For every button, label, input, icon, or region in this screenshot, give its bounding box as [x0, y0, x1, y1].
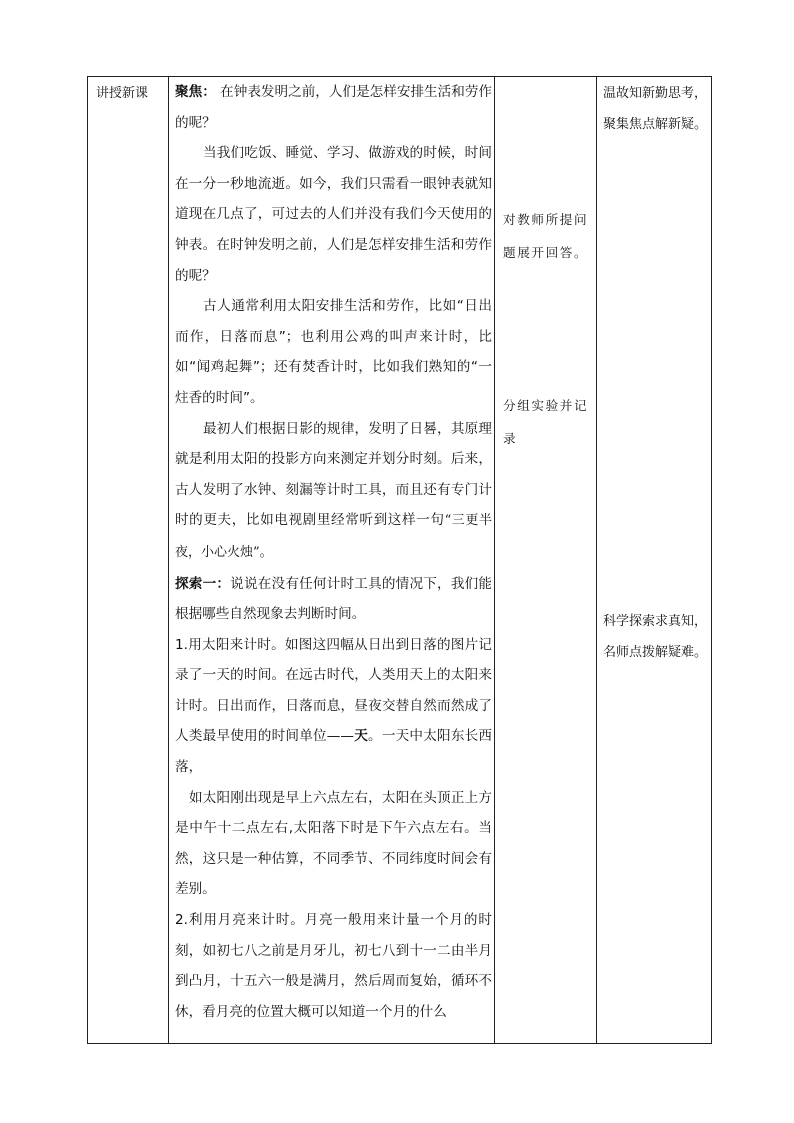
student-experiment-text: 分组实验并记录: [503, 398, 589, 446]
lesson-table: [87, 76, 712, 1044]
row-label-cell: [88, 77, 169, 1044]
sun-detail-paragraph: 如太阳刚出现是早上六点左右，太阳在头顶正上方是中午十二点左右,太阳落下时是下午六点左右。当然，这只是一种估算，不同季节、不同纬度时间会有差别。: [175, 789, 492, 898]
explore-label: 探索一：: [175, 575, 231, 592]
sun-text-before: 1.用太阳来计时。如图这四幅从日出到日落的图片记录了一天的时间。在远古时代，人类用天上的太阳来计时。日出而作，日落而息，昼夜交替自然而然成了人类最早使用的时间单位——: [175, 636, 492, 745]
sundial-paragraph: [175, 414, 492, 569]
explore-paragraph: [175, 569, 492, 630]
design-intent: [597, 78, 711, 668]
student-answer-text: 对教师所提问题展开回答。: [503, 212, 589, 260]
sun-text-bold: 天: [354, 728, 369, 745]
intro-paragraph: 当我们吃饭、睡觉、学习、做游戏的时候，时间在一分一秒地流逝。如今，我们只需看一眼钟表就知道现在几点了，可过去的人们并没有我们今天使用的钟表。在时钟发明之前，人们是怎样安排生活和劳作的呢？: [175, 145, 492, 284]
moon-paragraph: 2.利用月亮来计时。月亮一般用来计量一个月的时刻，如初七八之前是月牙儿，初七八到十一二由半月到凸月，十五六一般是满月，然后周而复始，循环不休，看月亮的位置大概可以知道一个月的什么: [175, 912, 492, 1020]
table-row: [88, 77, 712, 1044]
focus-text: 在钟表发明之前，人们是怎样安排生活和劳作的呢？: [175, 84, 493, 131]
student-activity: [495, 203, 596, 455]
sundial-text: 最初人们根据日影的规律，发明了日晷，其原理就是利用太阳的投影方向来测定并划分时刻。后来，古人发明了水钟、刻漏等计时工具，而且还有专门计时的更夫，比如电视剧里经常听到这样一句: [175, 420, 492, 529]
teacher-activity-cell: [169, 77, 495, 1044]
intent-focus-text: 温故知新勤思考，聚集焦点解新疑。: [603, 86, 708, 132]
explore-text: 说说在没有任何计时工具的情况下，我们能根据哪些自然现象去判断时间。: [175, 575, 493, 623]
focus-paragraph: [175, 77, 492, 138]
sun-paragraph: [175, 630, 492, 783]
intent-explore-text: 科学探索求真知，名师点拨解疑难。: [603, 614, 708, 660]
ancient-paragraph: 古人通常利用太阳安排生活和劳作，比如“日出而作，日落而息”；也利用公鸡的叫声来计时，比如“闻鸡起舞”；还有焚香计时，比如我们熟知的“一炷香的时间”。: [175, 298, 492, 406]
row-label: 讲授新课: [96, 86, 149, 101]
sundial-quote: “三更半夜，小心火烛”。: [175, 513, 492, 560]
design-intent-cell: [597, 77, 712, 1044]
teacher-activity: [169, 77, 494, 1027]
sun-text-after: 。一天中太阳东长西落，: [175, 728, 493, 776]
student-activity-cell: [495, 77, 597, 1044]
focus-label: 聚焦：: [175, 84, 216, 100]
